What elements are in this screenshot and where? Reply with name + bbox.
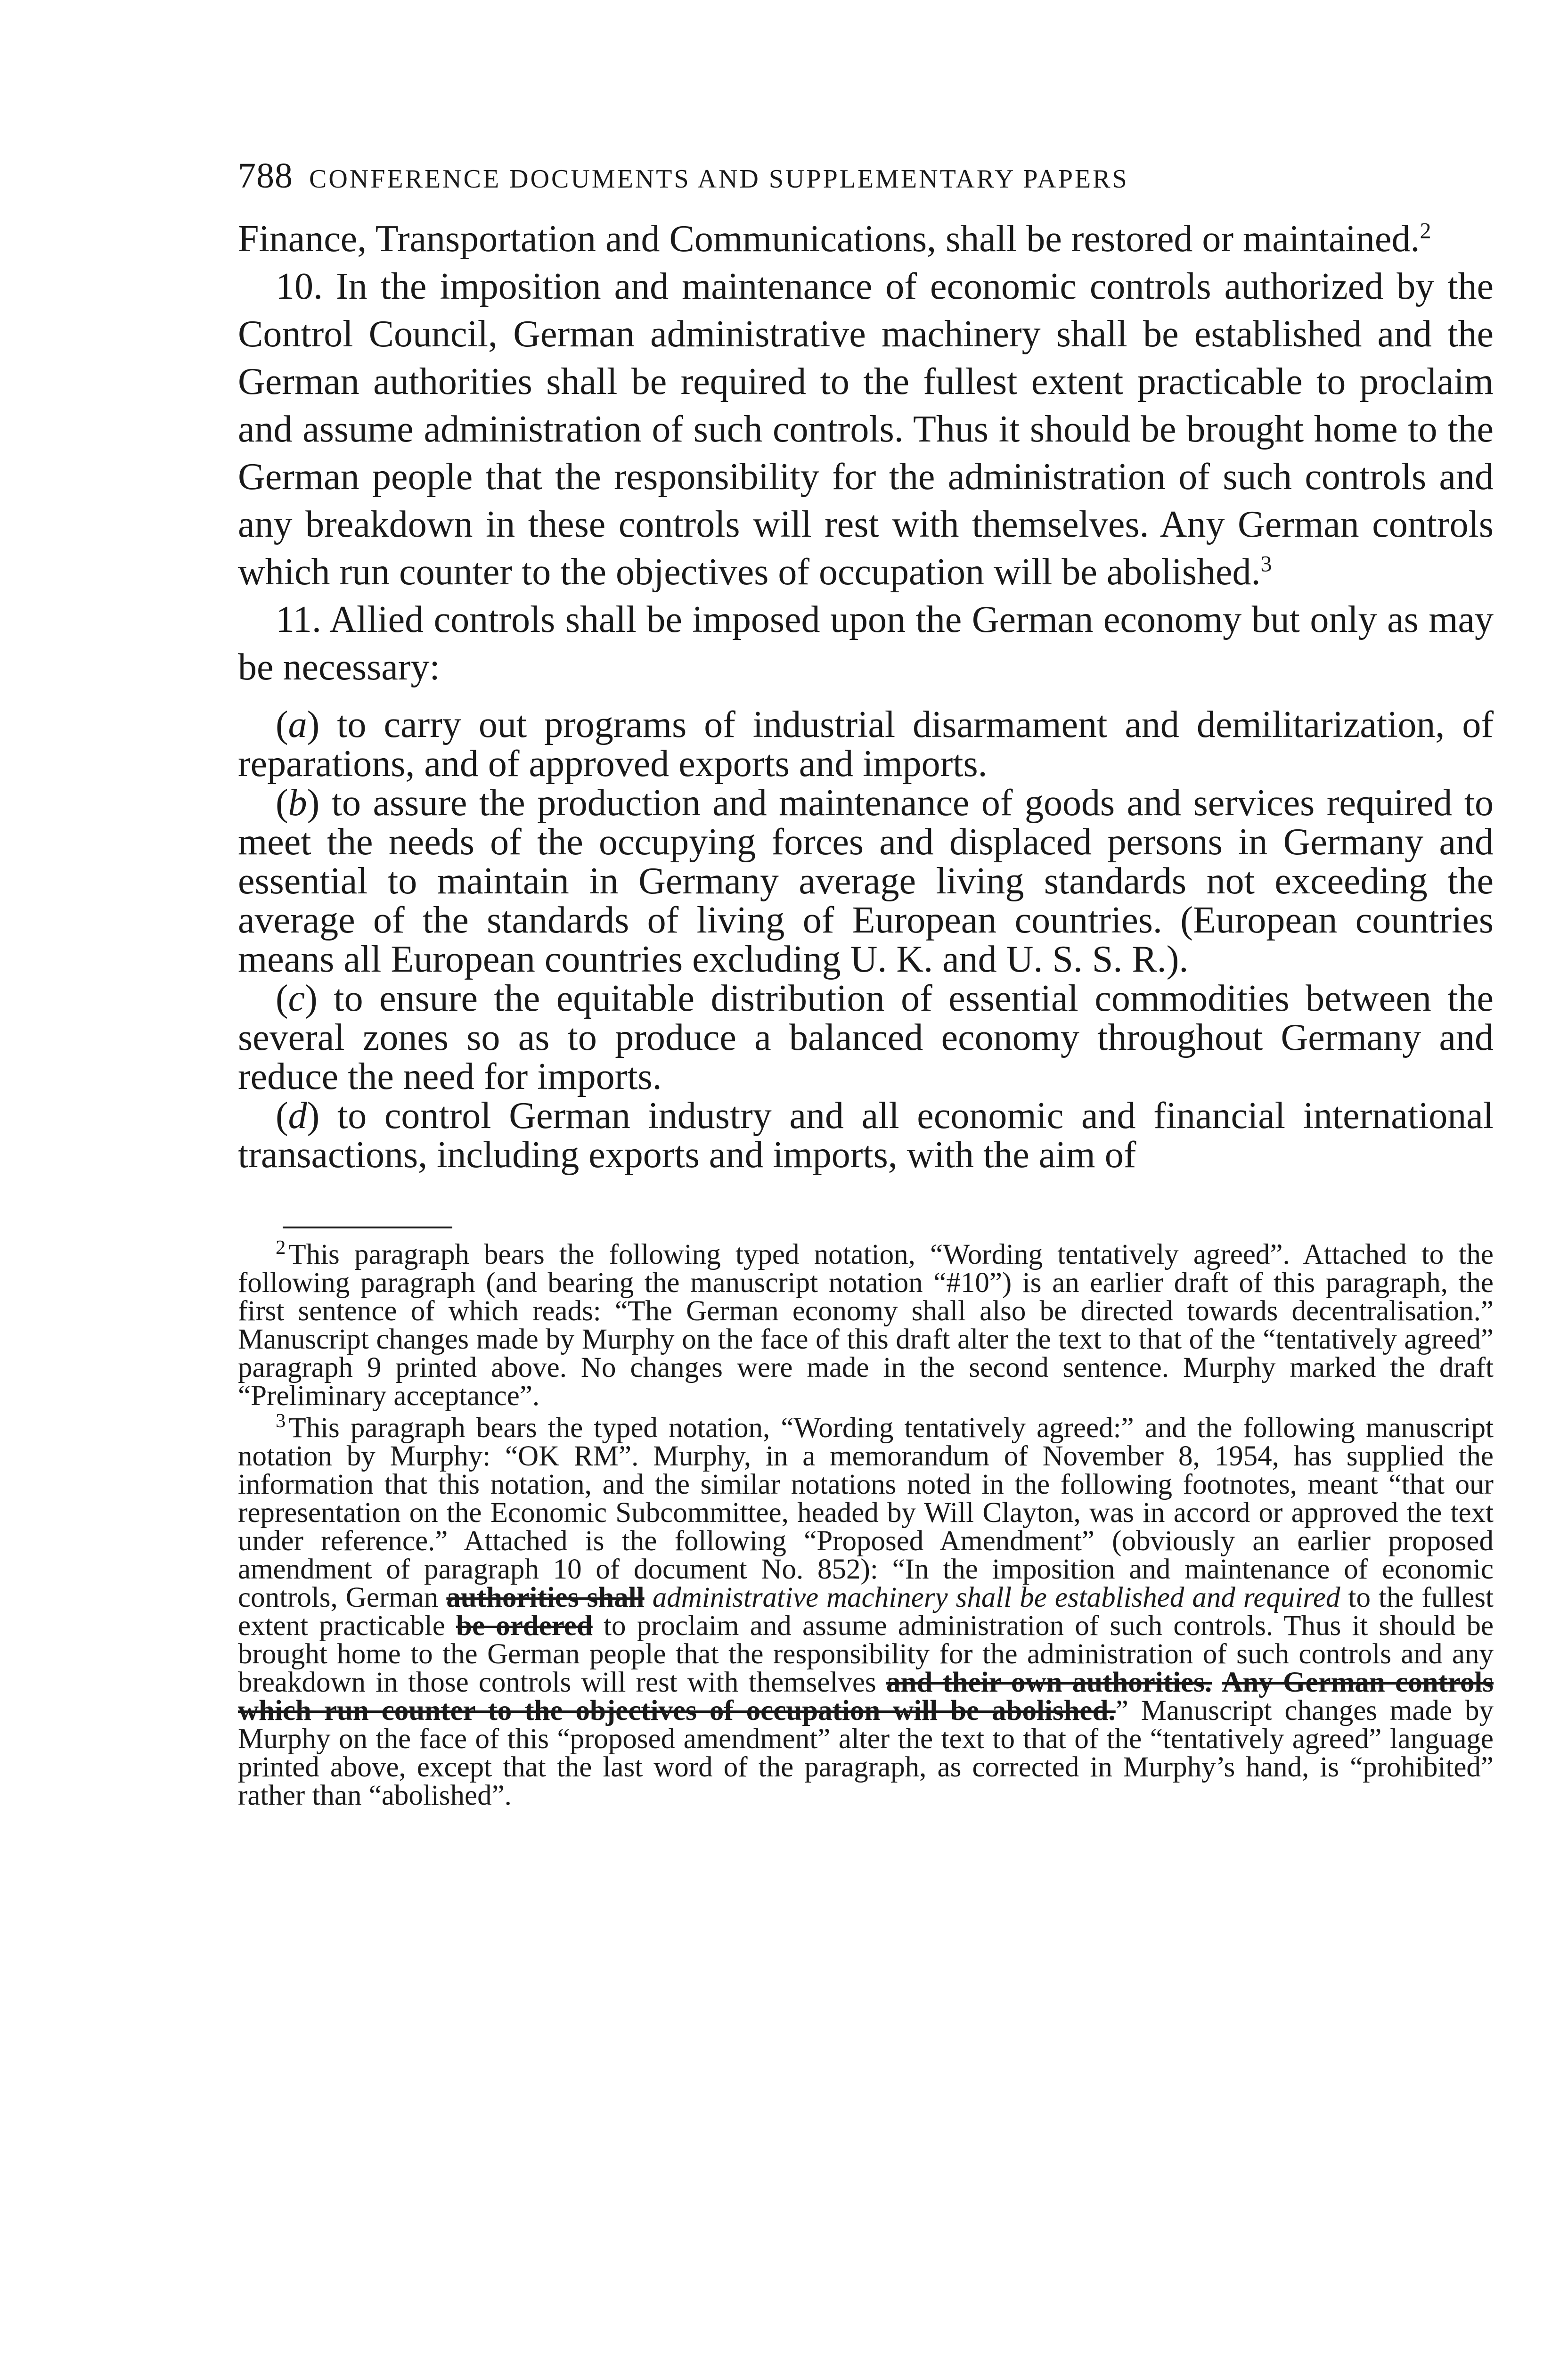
struck-text: and their own authorities. [886, 1667, 1212, 1698]
paragraph-11: 11. Allied controls shall be imposed upon the German economy but only as may be necessary: [238, 599, 1494, 688]
running-header [238, 155, 1494, 196]
running-title: CONFERENCE DOCUMENTS AND SUPPLEMENTARY PAPERS [309, 164, 1129, 194]
struck-text: Any German controls which run counter to the objectives of occupation will be abolished. [238, 1667, 1494, 1726]
body-text [238, 215, 1494, 1175]
inserted-text: administrative machinery shall be established and required [652, 1582, 1340, 1613]
page-number: 788 [238, 156, 293, 196]
struck-text: authorities shall [446, 1582, 645, 1613]
clause-d: (d) to control German industry and all economic and financial international transactions, including exports and imports, with the aim of [238, 1095, 1494, 1176]
paragraph-continuation: Finance, Transportation and Communications, shall be restored or maintained.$^2$ [238, 218, 1431, 260]
clause-list [238, 705, 1494, 1175]
footnotes [238, 1236, 1494, 1811]
clause-c: (c) to ensure the equitable distribution of essential commodities between the several zones so as to produce a balanced economy throughout Germany and reduce the need for imports. [238, 978, 1494, 1097]
footnote-divider [283, 1227, 452, 1228]
footnote-ref-2: 2 [1420, 218, 1431, 244]
clause-b: (b) to assure the production and maintenance of goods and services required to meet the needs of the occupying forces and displaced persons in Germany and essential to maintain in Germany average living standards not exceeding the average of the standards of living of European countries. (European countries means all European countries excluding U. K. and U. S. S. R.). [238, 782, 1494, 980]
clause-a: (a) to carry out programs of industrial disarmament and demilitarization, of reparations, and of approved exports and imports. [238, 704, 1494, 785]
footnote-3: $^3$This paragraph bears the typed notation, “Wording tentatively agreed:” and the following manuscript notation by Murphy: “OK RM”. Murphy, in a memorandum of November 8, 1954, has supplied the information that this notation, and the similar notations noted in the following footnotes, meant “that our representation on the Economic Subcommittee, headed by Will Clayton, was in accord or approved the text under reference.” Attached is the following “Proposed Amendment” (obviously an earlier proposed amendment of paragraph 10 of document No. 852): “In the imposition and maintenance of economic controls, German authorities shall administrative machinery shall be established and required to the fullest extent practicable be ordered to proclaim and assume administration of such controls. Thus it should be brought home to the German people that the responsibility for the administration of such controls and any breakdown in those controls will rest with themselves and their own authorities. Any German controls which run counter to the objectives of occupation will be abolished.” Manuscript changes made by Murphy on the face of this “proposed amendment” alter the text to that of the “tentatively agreed” language printed above, except that the last word of the paragraph, as corrected in Murphy’s hand, is “prohibited” rather than “abolished”. [238, 1409, 1494, 1811]
footnote-ref-3: 3 [1260, 551, 1272, 577]
footnote-2: $^2$This paragraph bears the following typed notation, “Wording tentatively agreed”. Attached to the following paragraph (and bearing the manuscript notation “#10”) is an earlier draft of this paragraph, the first sentence of which reads: “The German economy shall also be directed towards decentralisation.” Manuscript changes made by Murphy on the face of this draft alter the text to that of the “tentatively agreed” paragraph 9 printed above. No changes were made in the second sentence. Murphy marked the draft “Preliminary acceptance”. [238, 1236, 1494, 1412]
document-page [238, 155, 1494, 1810]
struck-text: be ordered [456, 1610, 593, 1642]
paragraph-10: 10. In the imposition and maintenance of economic controls authorized by the Control Council, German administrative machinery shall be established and the German authorities shall be required to the fullest extent practicable to proclaim and assume administration of such controls. Thus it should be brought home to the German people that the responsibility for the administration of such controls and any breakdown in these controls will rest with themselves. Any German controls which run counter to the objectives of occupation will be abolished.$^3$ [238, 266, 1494, 593]
